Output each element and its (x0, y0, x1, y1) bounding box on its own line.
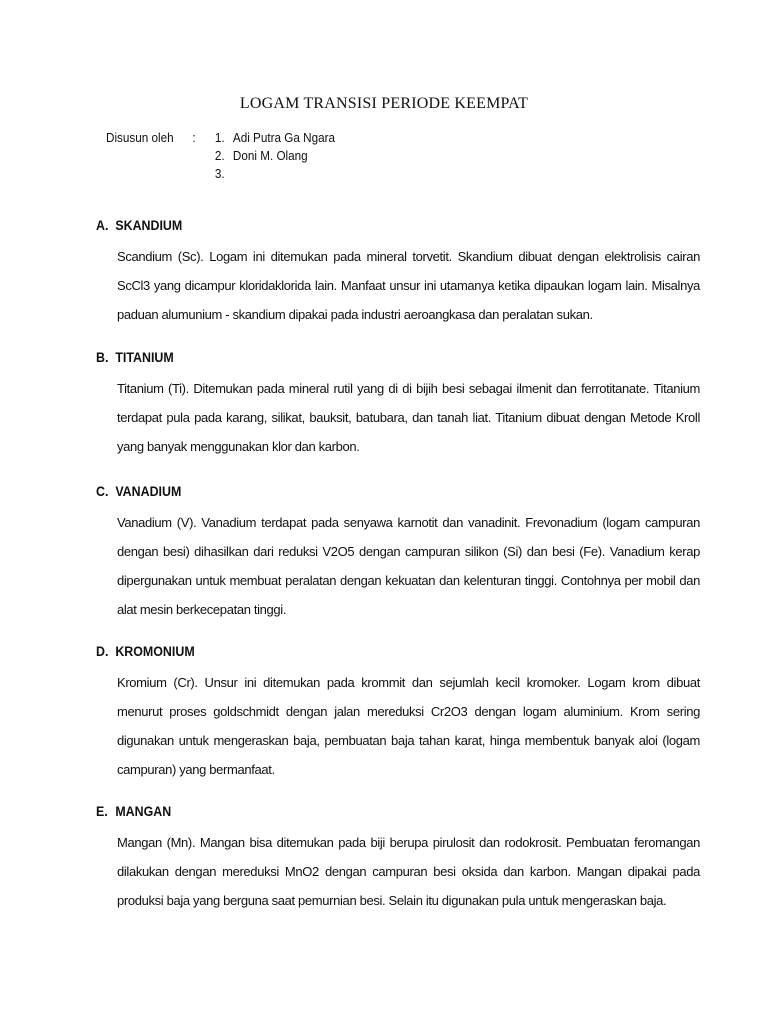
section-heading (96, 348, 652, 368)
author-item (215, 165, 335, 183)
author-item (215, 129, 335, 147)
section-title: SKANDIUM (115, 218, 183, 233)
section-skandium (96, 216, 700, 329)
section-body: Titanium (Ti). Ditemukan pada mineral rutil yang di di bijih besi sebagai ilmenit dan ferrotitanate. Titanium terdapat pula pada karang, silikat, bauksit, batubara, dan tanah liat. Titanium dibuat dengan Metode Kroll yang banyak menggunakan klor dan karbon. (117, 381, 700, 454)
section-body: Scandium (Sc). Logam ini ditemukan pada mineral torvetit. Skandium dibuat dengan elektrolisis cairan ScCl3 yang dicampur kloridaklorida lain. Manfaat unsur ini utamanya ketika dipaukan logam lain. Misalnya paduan alumunium - skandium dipakai pada industri aeroangkasa dan peralatan sukan. (117, 249, 700, 322)
author-item (215, 147, 335, 165)
section-title: KROMONIUM (115, 644, 195, 659)
section-letter: C. (96, 484, 109, 499)
section-letter: D. (96, 644, 109, 659)
author-name: Adi Putra Ga Ngara (232, 130, 336, 145)
section-title: VANADIUM (115, 484, 182, 499)
section-titanium (96, 348, 700, 461)
document-title: LOGAM TRANSISI PERIODE KEEMPAT (239, 95, 529, 112)
section-body: Kromium (Cr). Unsur ini ditemukan pada krommit dan sejumlah kecil kromoker. Logam krom dibuat menurut proses goldschmidt dengan jalan mereduksi Cr2O3 dengan logam aluminium. Krom sering digunakan untuk mengeraskan baja, pembuatan baja tahan karat, hinga membentuk banyak aloi (logam campuran) yang bermanfaat. (117, 675, 700, 777)
section-title: MANGAN (115, 804, 172, 819)
author-number: 3. (214, 166, 225, 181)
section-heading (96, 802, 652, 822)
section-heading (96, 642, 652, 662)
author-number: 1. (214, 130, 225, 145)
section-title: TITANIUM (115, 350, 174, 365)
section-kromonium (96, 642, 700, 784)
section-vanadium (96, 482, 700, 624)
section-letter: A. (96, 218, 109, 233)
section-body: Vanadium (V). Vanadium terdapat pada senyawa karnotit dan vanadinit. Frevonadium (logam campuran dengan besi) dihasilkan dari reduksi V2O5 dengan campuran silikon (Si) dan besi (Fe). Vanadium kerap dipergunakan untuk membuat peralatan dengan kekuatan dan kelenturan tinggi. Contohnya per mobil dan alat mesin berkecepatan tinggi. (117, 515, 700, 617)
author-name: Doni M. Olang (232, 148, 308, 163)
section-letter: E. (96, 804, 108, 819)
section-letter: B. (96, 350, 109, 365)
section-body: Mangan (Mn). Mangan bisa ditemukan pada biji berupa pirulosit dan rodokrosit. Pembuatan feromangan dilakukan dengan mereduksi MnO2 dengan campuran besi oksida dan karbon. Mangan dipakai pada produksi baja yang berguna saat pemurnian besi. Selain itu digunakan pula untuk mengeraskan baja. (117, 835, 700, 908)
section-heading (96, 216, 652, 236)
authors-list (215, 129, 335, 183)
section-heading (96, 482, 652, 502)
authors-colon: : (192, 130, 196, 145)
section-mangan (96, 802, 700, 915)
author-number: 2. (214, 148, 225, 163)
authors-label: Disusun oleh (106, 130, 174, 145)
